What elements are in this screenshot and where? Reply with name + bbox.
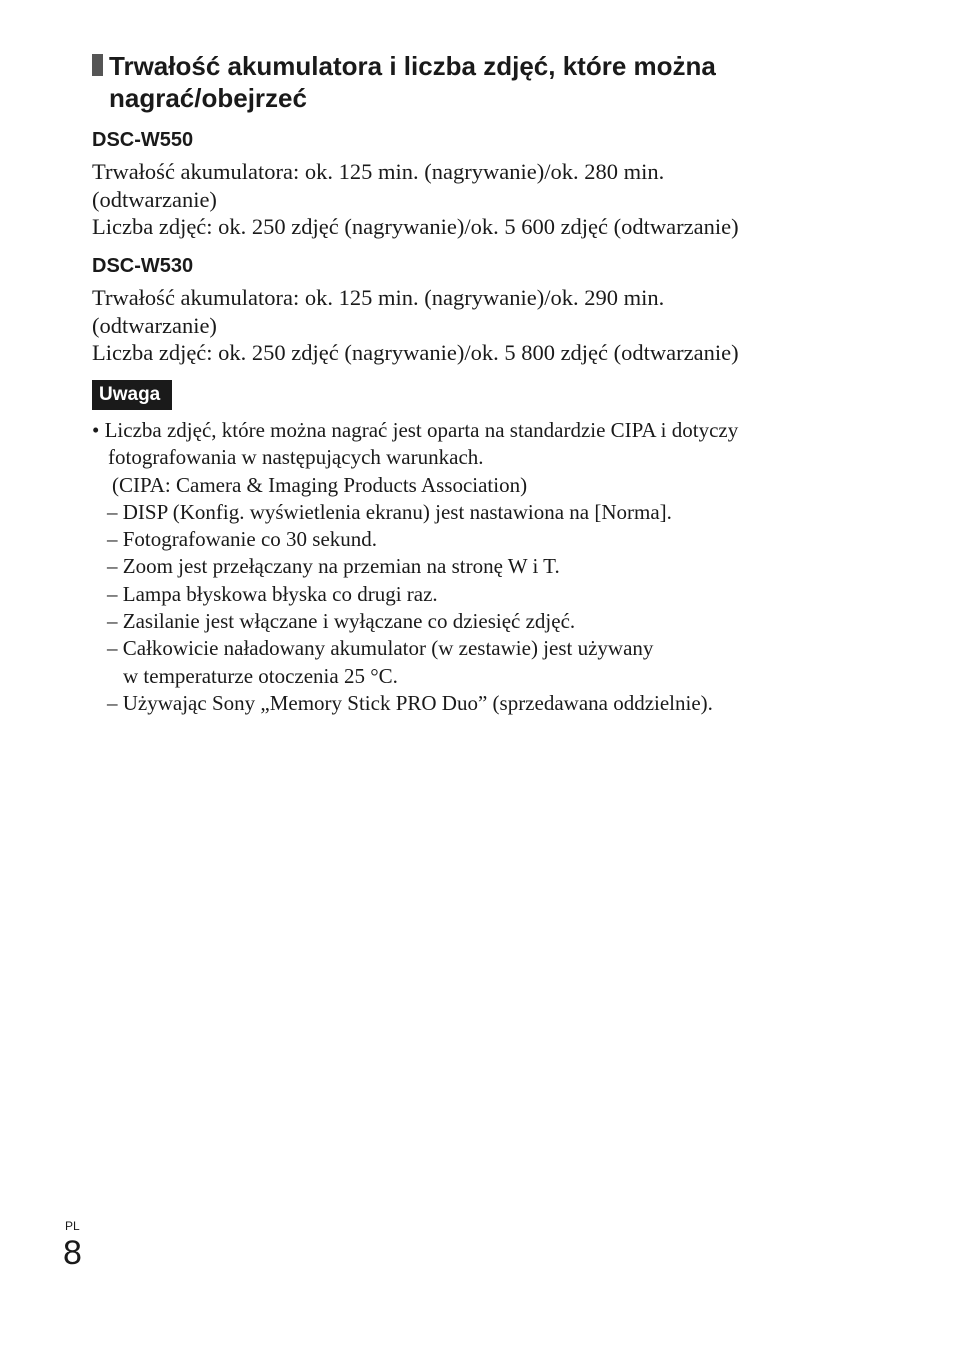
condition-item: – Używając Sony „Memory Stick PRO Duo” (sprzedawana oddzielnie). — [107, 690, 713, 715]
battery-life-line-cont: (odtwarzanie) — [92, 186, 217, 212]
battery-life-line: Trwałość akumulatora: ok. 125 min. (nagrywanie)/ok. 290 min. — [92, 285, 665, 310]
model-title-w550: DSC-W550 — [92, 129, 194, 151]
page-number: 8 — [63, 1234, 82, 1272]
page-language-code: PL — [65, 1219, 80, 1233]
condition-item: – Fotografowanie co 30 sekund. — [107, 527, 378, 552]
heading-line-2: nagrać/obejrzeć — [109, 83, 307, 113]
model-title-w530: DSC-W530 — [92, 255, 194, 277]
note-list — [92, 417, 872, 717]
note-badge: Uwaga — [92, 380, 172, 410]
photo-count-line: Liczba zdjęć: ok. 250 zdjęć (nagrywanie)/ok. 5 800 zdjęć (odtwarzanie) — [92, 340, 739, 365]
section-heading — [92, 50, 889, 114]
model-specs-w550 — [92, 158, 872, 241]
heading-marker-icon — [92, 54, 103, 76]
battery-life-line: Trwałość akumulatora: ok. 125 min. (nagrywanie)/ok. 280 min. — [92, 159, 665, 184]
note-bullet-line: • Liczba zdjęć, które można nagrać jest oparta na standardzie CIPA i dotyczy — [92, 418, 739, 442]
condition-item: – Całkowicie naładowany akumulator (w zestawie) jest używany — [107, 636, 654, 661]
condition-item: – Lampa błyskowa błyska co drugi raz. — [107, 581, 438, 606]
model-specs-w530 — [92, 284, 872, 367]
note-cipa-line: (CIPA: Camera & Imaging Products Association) — [112, 472, 528, 497]
condition-item: – Zoom jest przełączany na przemian na stronę W i T. — [107, 554, 560, 579]
battery-life-line-cont: (odtwarzanie) — [92, 312, 217, 338]
condition-item: – DISP (Konfig. wyświetlenia ekranu) jest nastawiona na [Norma]. — [107, 499, 672, 524]
condition-item: – Zasilanie jest włączane i wyłączane co dziesięć zdjęć. — [107, 609, 576, 634]
condition-item-cont: w temperaturze otoczenia 25 °C. — [123, 663, 398, 688]
heading-line-1: Trwałość akumulatora i liczba zdjęć, które można — [109, 51, 716, 81]
note-bullet-line-cont: fotografowania w następujących warunkach. — [108, 445, 484, 470]
photo-count-line: Liczba zdjęć: ok. 250 zdjęć (nagrywanie)/ok. 5 600 zdjęć (odtwarzanie) — [92, 214, 739, 239]
